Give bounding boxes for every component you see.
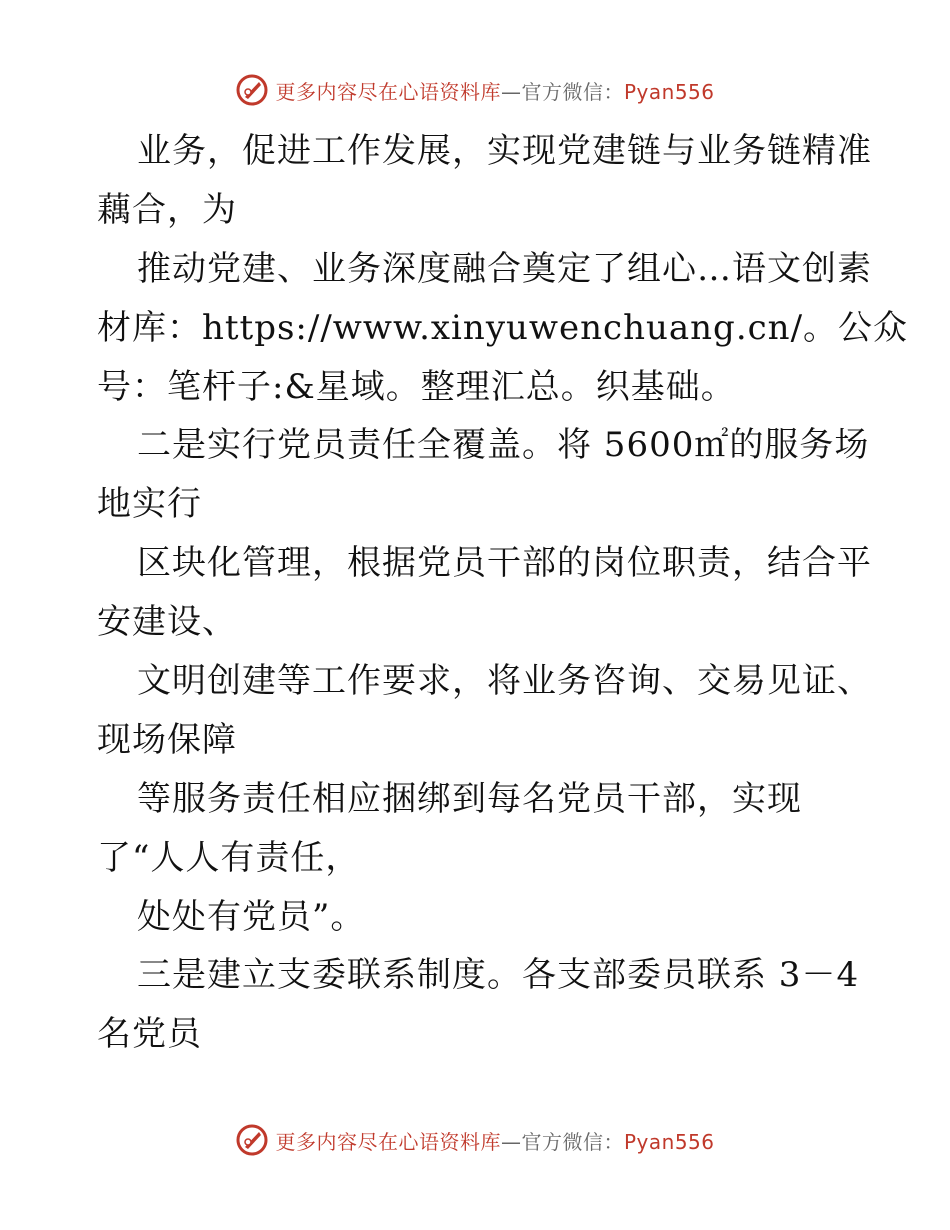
body-line: 现场保障 [97, 719, 237, 760]
body-line: 号：笔杆子:&星域。整理汇总。织基础。 [97, 366, 736, 407]
header-brand-text [275, 76, 714, 105]
footer-brand-wechat-label: —官方微信： [500, 1129, 624, 1154]
footer-brand-wechat-id: Pyan556 [623, 1129, 715, 1154]
footer-brand-text [275, 1126, 714, 1155]
quill-seal-icon [235, 1123, 269, 1157]
body-line: 处处有党员”。 [137, 896, 366, 937]
body-line: 安建设、 [97, 602, 237, 643]
header-brand-wechat-label: —官方微信： [500, 79, 624, 104]
page-footer [0, 1120, 950, 1160]
quill-seal-icon [235, 73, 269, 107]
body-line: 业务，促进工作发展，实现党建链与业务链精准 [137, 131, 872, 171]
body-line: 地实行 [97, 484, 202, 525]
body-line: 材库：https://www.xinyuwenchuang.cn/。公众 [97, 307, 909, 348]
body-line: 区块化管理，根据党员干部的岗位职责，结合平 [137, 543, 872, 584]
body-line: 等服务责任相应捆绑到每名党员干部，实现 [137, 778, 802, 819]
body-line: 文明创建等工作要求，将业务咨询、交易见证、 [137, 661, 872, 702]
body-line: 二是实行党员责任全覆盖。将 5600㎡的服务场 [137, 425, 870, 466]
body-line: 推动党建、业务深度融合奠定了组心…语文创素 [137, 248, 872, 289]
footer-brand-name: 更多内容尽在心语资料库 [275, 1129, 501, 1154]
body-line: 三是建立支委联系制度。各支部委员联系 3－4 [137, 955, 860, 996]
body-line: 了“人人有责任， [97, 837, 361, 878]
page-header [0, 70, 950, 110]
header-brand-name: 更多内容尽在心语资料库 [275, 79, 501, 104]
document-body [97, 122, 909, 1064]
header-brand-wechat-id: Pyan556 [623, 79, 715, 104]
body-line: 名党员 [97, 1014, 202, 1055]
body-line: 藕合，为 [97, 189, 237, 230]
